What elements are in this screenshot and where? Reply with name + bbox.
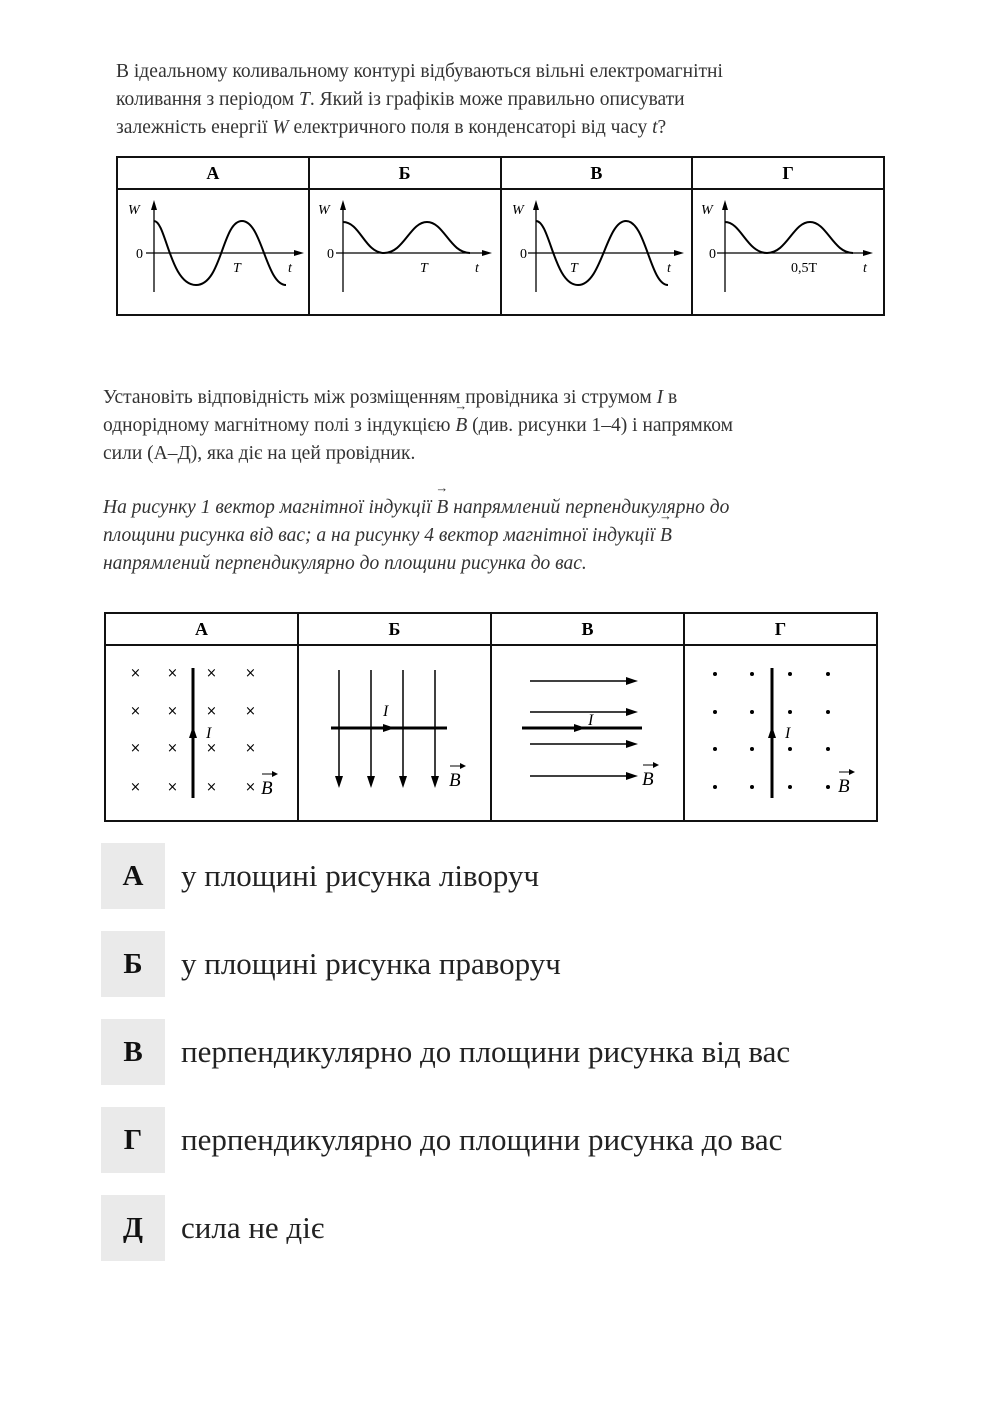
- svg-text:×: ×: [245, 741, 256, 756]
- graph-g-origin: 0: [709, 247, 717, 262]
- field-diagram-v: [492, 646, 684, 820]
- field-v-b-arrowhead: [653, 762, 659, 768]
- graph-header-g: Г: [692, 157, 884, 189]
- option-v-text: перпендикулярно до площини рисунка від вас: [181, 1034, 791, 1069]
- field-b-current-arrow: [383, 724, 395, 732]
- vector-b-note-2: → B: [660, 522, 672, 550]
- svg-text:×: ×: [130, 666, 141, 681]
- svg-text:×: ×: [167, 741, 178, 756]
- field-b-current-label: I: [383, 703, 389, 720]
- graph-cell-a: [117, 189, 309, 315]
- field-diagram-g: [685, 646, 877, 820]
- note-line-1: На рисунку 1 вектор магнітної індукції → B напрямлений перпендикулярно до: [103, 494, 893, 522]
- field-cell-g: [684, 645, 877, 821]
- field-diagram-a: [106, 646, 298, 820]
- graph-v-tick-label: T: [569, 261, 578, 276]
- graph-a-y-arrow: [151, 200, 157, 210]
- field-v-b-label: B: [642, 769, 654, 790]
- graph-v-origin: 0: [519, 247, 527, 262]
- graph-v-x-arrow: [674, 250, 684, 256]
- graph-header-b: Б: [309, 157, 501, 189]
- note-line-3: напрямлений перпендикулярно до площини рисунка до вас.: [103, 553, 587, 574]
- option-v[interactable]: [101, 1019, 901, 1085]
- option-v-letter: В: [101, 1019, 165, 1085]
- graph-header-v: В: [501, 157, 693, 189]
- svg-text:×: ×: [245, 704, 256, 719]
- graph-g-x-label: t: [863, 261, 868, 276]
- graph-g: [693, 190, 883, 314]
- question-1: [116, 58, 876, 142]
- field-g-b-label: B: [838, 776, 850, 797]
- option-b[interactable]: [101, 931, 901, 997]
- graph-cell-v: [501, 189, 693, 315]
- option-d-text: сила не діє: [181, 1210, 325, 1245]
- question-2-line-1: Установіть відповідність між розміщенням провідника зі струмом I в: [103, 387, 678, 408]
- option-b-text: у площині рисунка праворуч: [181, 946, 561, 981]
- graph-cell-b: [309, 189, 501, 315]
- graph-b-x-arrow: [482, 250, 492, 256]
- graph-g-tick-label: 0,5T: [791, 261, 818, 276]
- svg-text:×: ×: [206, 741, 217, 756]
- svg-text:×: ×: [130, 704, 141, 719]
- option-g-text: перпендикулярно до площини рисунка до вас: [181, 1122, 783, 1157]
- svg-text:×: ×: [167, 666, 178, 681]
- option-g[interactable]: [101, 1107, 901, 1173]
- graph-a-origin: 0: [136, 247, 143, 262]
- graph-v-y-arrow: [533, 200, 539, 210]
- field-b-arrowheads: [335, 776, 439, 788]
- note-line-2: площини рисунка від вас; а на рисунку 4 вектор магнітної індукції → B: [103, 522, 893, 550]
- field-a-b-label: B: [261, 778, 273, 799]
- option-a-letter: А: [101, 843, 165, 909]
- graph-a-x-label: t: [288, 261, 292, 276]
- field-header-b: Б: [298, 613, 491, 645]
- option-g-letter: Г: [101, 1107, 165, 1173]
- field-header-v: В: [491, 613, 684, 645]
- graph-g-x-arrow: [863, 250, 873, 256]
- field-cell-v: [491, 645, 684, 821]
- graph-cell-g: [692, 189, 884, 315]
- graph-a-x-arrow: [294, 250, 304, 256]
- option-d-letter: Д: [101, 1195, 165, 1261]
- graph-b-x-label: t: [474, 261, 479, 276]
- svg-text:×: ×: [245, 666, 256, 681]
- option-a-text: у площині рисунка ліворуч: [181, 858, 540, 893]
- question-1-line-1: В ідеальному коливальному контурі відбуваються вільні електромагнітні: [116, 61, 723, 82]
- svg-text:×: ×: [206, 666, 217, 681]
- option-b-letter: Б: [101, 931, 165, 997]
- svg-text:×: ×: [167, 780, 178, 795]
- svg-text:×: ×: [206, 780, 217, 795]
- option-d[interactable]: [101, 1195, 901, 1261]
- question-1-line-2: коливання з періодом T. Який із графіків може правильно описувати: [116, 89, 685, 110]
- graph-g-y-label: W: [701, 203, 713, 218]
- graph-b-y-arrow: [340, 200, 346, 210]
- svg-text:×: ×: [130, 780, 141, 795]
- field-header-a: А: [105, 613, 298, 645]
- graph-a: [118, 190, 308, 314]
- question-2-line-3: сили (А–Д), яка діє на цей провідник.: [103, 443, 416, 464]
- graph-v-y-label: W: [511, 203, 524, 218]
- graph-b-curve: [343, 222, 470, 253]
- field-g-current-arrow: [768, 726, 776, 738]
- question-1-line-3: залежність енергії W електричного поля в конденсаторі від часу t?: [116, 117, 667, 138]
- graph-header-a: А: [117, 157, 309, 189]
- graph-a-tick-label: T: [233, 261, 241, 276]
- field-header-g: Г: [684, 613, 877, 645]
- graph-b-y-label: W: [317, 203, 330, 218]
- field-v-current-arrow: [574, 724, 586, 732]
- field-a-b-arrowhead: [272, 771, 278, 777]
- svg-text:×: ×: [130, 741, 141, 756]
- graph-b: [310, 190, 500, 314]
- svg-text:×: ×: [245, 780, 256, 795]
- field-b-b-arrowhead: [460, 763, 466, 769]
- field-v-current-label: I: [588, 712, 594, 729]
- svg-text:×: ×: [206, 704, 217, 719]
- graph-v: [502, 190, 692, 314]
- field-a-current-arrow: [189, 726, 197, 738]
- graph-a-y-label: W: [128, 203, 140, 218]
- graph-g-curve: [725, 222, 853, 253]
- graph-v-x-label: t: [666, 261, 671, 276]
- graph-g-y-arrow: [722, 200, 728, 210]
- field-diagram-b: [299, 646, 491, 820]
- field-g-b-arrowhead: [849, 769, 855, 775]
- field-a-current-label: I: [206, 725, 212, 742]
- graph-b-tick-label: T: [419, 261, 428, 276]
- field-cell-b: [298, 645, 491, 821]
- vector-b-note-1: → B: [436, 494, 448, 522]
- svg-text:×: ×: [167, 704, 178, 719]
- fields-table: [104, 612, 878, 822]
- option-a[interactable]: [101, 843, 901, 909]
- question-2-line-2: однорідному магнітному полі з індукцією → B (див. рисунки 1–4) і напрямком: [103, 412, 893, 440]
- graph-b-origin: 0: [326, 247, 334, 262]
- field-cell-a: [105, 645, 298, 821]
- question-2: [103, 384, 893, 578]
- field-b-b-label: B: [449, 770, 461, 791]
- question-2-note: [103, 494, 893, 578]
- graphs-table: [116, 156, 885, 316]
- vector-b: → B: [455, 412, 467, 440]
- field-g-current-label: I: [785, 725, 791, 742]
